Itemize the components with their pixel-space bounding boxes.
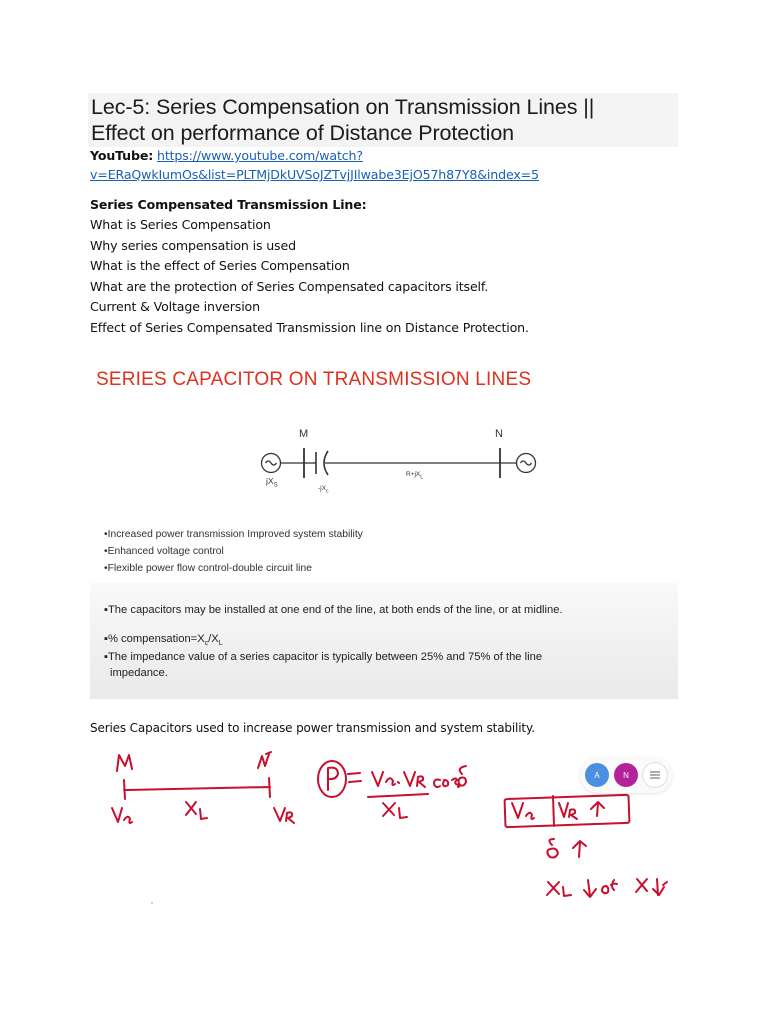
slide-bullet-impedance: ▪The impedance value of a series capacitor is typically between 25% and 75% of the line xyxy=(104,651,543,663)
source-impedance-text: jX xyxy=(266,476,274,486)
ink-xl xyxy=(186,802,207,819)
compensation-sub-l: L xyxy=(218,640,223,648)
slide-bullet-impedance-cont: impedance. xyxy=(110,667,168,679)
topic-item: Why series compensation is used xyxy=(90,238,296,253)
capacitor-reactance-sub: c xyxy=(325,488,329,495)
ink-box xyxy=(505,795,630,827)
youtube-link-continued xyxy=(90,167,539,183)
topic-item: What are the protection of Series Compensated capacitors itself. xyxy=(90,279,489,294)
slide-bullet: •Enhanced voltage control xyxy=(104,546,224,557)
topic-item: Effect of Series Compensated Transmission line on Distance Protection. xyxy=(90,320,529,335)
slide-bullet: •Flexible power flow control-double circuit line xyxy=(104,563,312,574)
ink-m xyxy=(117,755,132,771)
node-m-label: M xyxy=(299,428,309,440)
compensation-sub-c: c xyxy=(204,640,209,648)
ink-xc-down xyxy=(636,879,667,895)
ink-n xyxy=(258,752,271,768)
compensation-prefix: ▪% compensation=X xyxy=(104,633,205,645)
ink-fraction-bar xyxy=(368,794,428,797)
menu-button[interactable] xyxy=(643,763,667,787)
youtube-link-line-2[interactable]: v=ERaQwkIumOs&list=PLTMjDkUVSoJZTvjJIlwabe3EjO57h87Y8&index=5 xyxy=(90,167,539,182)
avatar-1[interactable] xyxy=(585,763,609,787)
line-impedance-text: R+jX xyxy=(406,471,421,478)
capacitor-reactance-label xyxy=(318,485,328,494)
ink-line xyxy=(124,778,270,799)
page-title-line-1: Lec-5: Series Compensation on Transmission Lines || xyxy=(91,95,595,119)
ink-p xyxy=(328,768,338,790)
slide-bullet-compensation xyxy=(104,633,223,647)
ink-box-uparrow xyxy=(591,802,604,816)
youtube-link[interactable]: https://www.youtube.com/watch? xyxy=(157,148,363,163)
hamburger-menu-icon xyxy=(650,771,660,779)
topic-item: Current & Voltage inversion xyxy=(90,299,260,314)
avatar-2[interactable] xyxy=(614,763,638,787)
topic-item: What is the effect of Series Compensation xyxy=(90,258,350,273)
floating-toolbar xyxy=(580,757,672,793)
line-impedance-sub: L xyxy=(420,474,424,481)
node-n-label: N xyxy=(495,428,503,440)
ink-xl-down xyxy=(547,880,596,897)
ink-box-vs xyxy=(512,803,534,819)
ink-vsvr xyxy=(372,772,425,787)
caption: Series Capacitors used to increase power transmission and system stability. xyxy=(90,721,535,735)
page-title-line-2: Effect on performance of Distance Protection xyxy=(91,121,515,145)
page-title xyxy=(88,93,678,147)
ink-delta-uparrow xyxy=(573,841,586,857)
ink-or xyxy=(602,880,617,893)
youtube-line xyxy=(90,148,363,164)
source-impedance-label xyxy=(266,476,278,489)
ink-vr xyxy=(274,808,294,823)
slide-bullet: •Increased power transmission Improved system stability xyxy=(104,529,363,540)
capacitor-reactance-text: -jX xyxy=(318,485,326,492)
line-impedance-label xyxy=(406,471,423,480)
avatar-2-initial: N xyxy=(623,770,629,780)
ink-dot xyxy=(151,902,153,904)
avatar-1-initial: A xyxy=(594,770,600,780)
youtube-label: YouTube: xyxy=(90,148,154,163)
compensation-mid: /X xyxy=(208,633,219,645)
ink-xl-denom xyxy=(383,803,407,818)
ink-delta xyxy=(547,839,558,858)
slide-title: SERIES CAPACITOR ON TRANSMISSION LINES xyxy=(96,369,532,390)
topic-item: What is Series Compensation xyxy=(90,217,271,232)
topics-heading: Series Compensated Transmission Line: xyxy=(90,197,367,212)
ink-cosd xyxy=(434,766,466,787)
source-impedance-sub: S xyxy=(273,482,278,489)
slide-image xyxy=(90,355,678,699)
ink-box-vr xyxy=(559,803,577,819)
ink-vs xyxy=(112,808,132,823)
slide-bullet-installed: ▪The capacitors may be installed at one end of the line, at both ends of the line, or at midline. xyxy=(104,604,563,616)
